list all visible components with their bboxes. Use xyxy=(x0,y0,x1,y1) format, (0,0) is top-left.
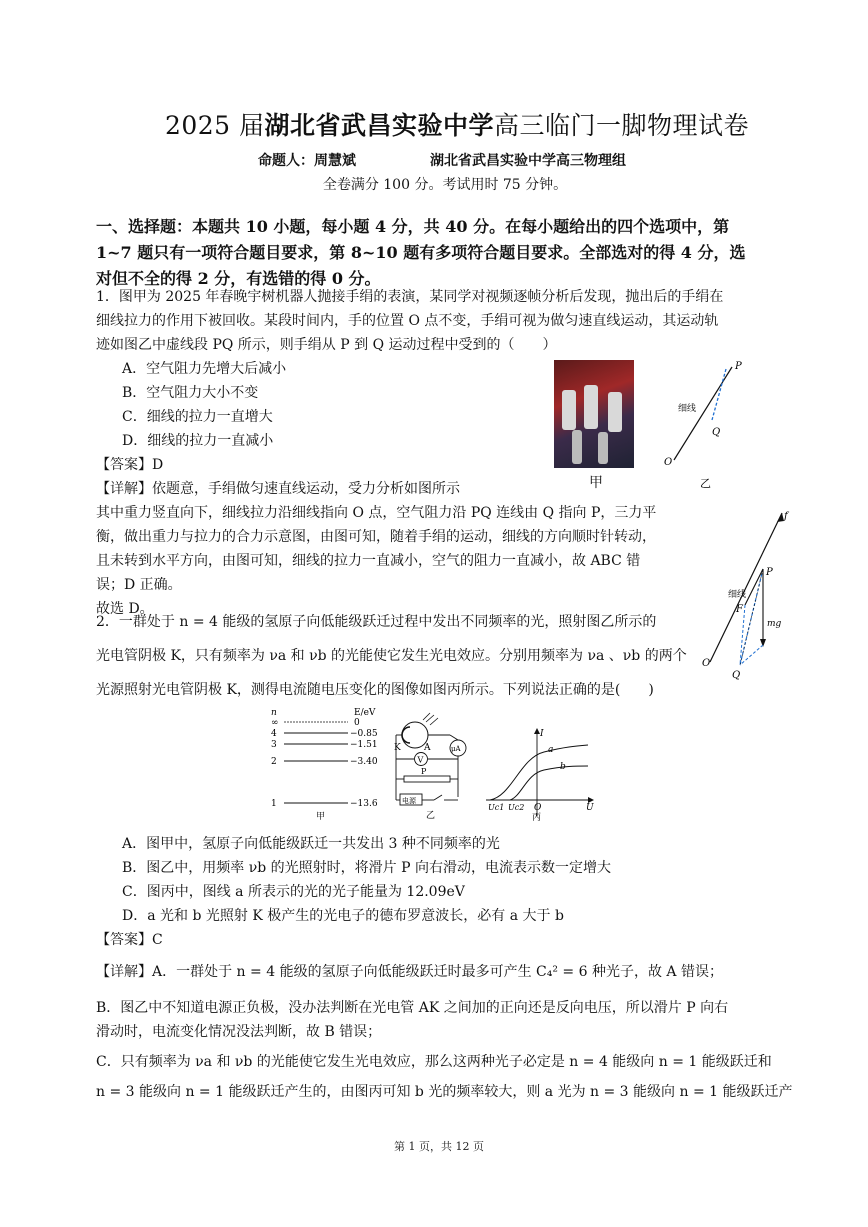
level-4: 4 xyxy=(271,729,277,739)
circuit-v: V xyxy=(417,755,424,765)
full-score-note: 全卷满分 100 分。考试用时 75 分钟。 xyxy=(322,177,568,193)
q2-option-c: C．图丙中，图线 a 所表示的光的光子能量为 12.09eV xyxy=(122,884,465,900)
q1-detail-4: 且未转到水平方向，由图可知，细线的拉力一直减小，空气的阻力一直减小，故 ABC 错 xyxy=(96,553,641,569)
fd-o: O xyxy=(702,658,711,669)
circuit-p: P xyxy=(421,767,427,776)
q2-detail-2: B．图乙中不知道电源正负极，没办法判断在光电管 AK 之间加的正向还是反向电压，所以滑片 P 向右 xyxy=(96,1000,729,1016)
graph-u: U xyxy=(586,803,594,813)
title-year: 2025 届 xyxy=(164,111,265,140)
level-2: 2 xyxy=(271,757,277,767)
graph-o: O xyxy=(534,803,542,813)
section-line-3: 对但不全的得 2 分，有选错的得 0 分。 xyxy=(96,269,381,288)
q1-fig-yi xyxy=(660,355,750,490)
q2-option-b: B．图乙中，用频率 νb 的光照射时，将滑片 P 向右滑动，电流表示数一定增大 xyxy=(122,860,611,876)
q2-line-1: 2．一群处于 n = 4 能级的氢原子向低能级跃迁过程中发出不同频率的光，照射图乙所示的 xyxy=(96,614,657,630)
exam-title xyxy=(0,106,868,142)
fig-yi-q: Q xyxy=(712,427,721,438)
graph-uc2: Uc2 xyxy=(508,803,525,812)
q1-detail-6: 故选 D。 xyxy=(96,601,154,617)
fig-yi-xixian: 细线 xyxy=(678,404,697,414)
q1-detail-5: 误；D 正确。 xyxy=(96,577,182,593)
q2-line-2: 光电管阴极 K，只有频率为 νa 和 νb 的光能使它发生光电效应。分别用频率为 νa 、νb 的两个 xyxy=(96,648,687,664)
circuit-source: 电源 xyxy=(402,797,416,805)
q1-detail-1: 【详解】依题意，手绢做匀速直线运动，受力分析如图所示 xyxy=(96,481,460,497)
phototube-circuit xyxy=(388,712,476,822)
q2-line-3: 光源照射光电管阴极 K，测得电流随电压变化的图像如图丙所示。下列说法正确的是( ) xyxy=(96,682,654,698)
q1-detail-3: 衡，做出重力与拉力的合力示意图，由图可知，随着手绢的运动，细线的方向顺时针转动， xyxy=(96,529,656,545)
fig-yi-label: 乙 xyxy=(700,477,711,490)
q2-option-d: D．a 光和 b 光照射 K 极产生的光电子的德布罗意波长，必有 a 大于 b xyxy=(122,908,564,924)
level-1: 1 xyxy=(271,799,277,809)
level-1-e: −13.6 xyxy=(350,799,378,809)
energy-level-diagram xyxy=(268,706,388,822)
q1-option-b: B．空气阻力大小不变 xyxy=(122,385,259,401)
page-footer: 第 1 页，共 12 页 xyxy=(394,1140,484,1153)
section-line-2: 1~7 题只有一项符合题目要求，第 8~10 题有多项符合题目要求。全部选对的得 4 分，选 xyxy=(96,243,746,262)
author: 命题人：周慧斌 xyxy=(258,153,356,169)
level-inf: ∞ xyxy=(271,718,279,728)
level-n-header: n xyxy=(271,708,277,718)
fig-yi-p: P xyxy=(735,361,742,372)
fd-p: P xyxy=(766,567,773,578)
fig-jia-label: 甲 xyxy=(589,475,603,491)
level-2-e: −3.40 xyxy=(350,757,378,767)
organization: 湖北省武昌实验中学高三物理组 xyxy=(430,153,626,169)
graph-i: I xyxy=(540,729,544,739)
graph-a: a xyxy=(548,745,554,755)
q1-force-diagram xyxy=(700,505,800,685)
q1-line-3: 迹如图乙中虚线段 PQ 所示，则手绢从 P 到 Q 运动过程中受到的（ ） xyxy=(96,337,557,353)
level-4-e: −0.85 xyxy=(350,729,378,739)
graph-uc1: Uc1 xyxy=(488,803,505,812)
robot-photo xyxy=(554,360,634,468)
q2-detail-1: 【详解】A．一群处于 n = 4 能级的氢原子向低能级跃迁时最多可产生 C₄² = 6 种光子，故 A 错误； xyxy=(96,964,723,980)
circuit-ua: μA xyxy=(451,745,461,753)
level-inf-e: 0 xyxy=(354,718,360,728)
q2-option-a: A．图甲中，氢原子向低能级跃迁一共发出 3 种不同频率的光 xyxy=(122,836,500,852)
fig-jia-label-2: 甲 xyxy=(316,812,326,822)
level-3-e: −1.51 xyxy=(350,740,378,750)
fig-yi-o: O xyxy=(664,457,673,468)
q1-line-1: 1．图甲为 2025 年春晚宇树机器人抛接手绢的表演，某同学对视频逐帧分析后发现，抛出后的手绢在 xyxy=(96,289,724,305)
q2-detail-3: 滑动时，电流变化情况没法判断，故 B 错误； xyxy=(96,1024,382,1040)
title-school: 湖北省武昌实验中学 xyxy=(264,111,495,140)
q2-answer: 【答案】C xyxy=(96,932,163,948)
q2-detail-5: n = 3 能级向 n = 1 能级跃迁产生的，由图丙可知 b 光的频率较大，则 a 光为 n = 3 能级向 n = 1 能级跃迁产 xyxy=(96,1084,793,1100)
fd-mg: mg xyxy=(767,619,782,629)
q1-option-d: D．细线的拉力一直减小 xyxy=(122,433,274,449)
section-line-1: 一、选择题：本题共 10 小题，每小题 4 分，共 40 分。在每小题给出的四个选项中，第 xyxy=(96,217,730,236)
circuit-a: A xyxy=(424,743,431,753)
q2-detail-4: C．只有频率为 νa 和 νb 的光能使它发生光电效应，那么这两种光子必定是 n = 4 能级向 n = 1 能级跃迁和 xyxy=(96,1054,772,1070)
q1-answer: 【答案】D xyxy=(96,457,164,473)
q1-option-c: C．细线的拉力一直增大 xyxy=(122,409,273,425)
level-e-header: E/eV xyxy=(354,708,376,718)
q1-line-2: 细线拉力的作用下被回收。某段时间内，手的位置 O 点不变，手绢可视为做匀速直线运动，其运动轨 xyxy=(96,313,719,329)
q1-detail-2: 其中重力竖直向下，细线拉力沿细线指向 O 点，空气阻力沿 PQ 连线由 Q 指向 P，三力平 xyxy=(96,505,657,521)
fig-yi-label-2: 乙 xyxy=(426,811,436,821)
title-rest: 高三临门一脚物理试卷 xyxy=(494,111,750,140)
graph-b: b xyxy=(560,762,566,772)
circuit-k: K xyxy=(394,743,401,753)
section-heading xyxy=(96,214,796,292)
fd-F: F xyxy=(736,604,743,615)
fd-f: f xyxy=(784,511,788,522)
fd-q: Q xyxy=(732,670,741,681)
fig-bing-label: 丙 xyxy=(532,813,542,822)
q1-option-a: A．空气阻力先增大后减小 xyxy=(122,361,287,377)
level-3: 3 xyxy=(271,740,277,750)
fd-xixian: 细线 xyxy=(728,590,747,600)
iu-graph xyxy=(484,726,596,822)
